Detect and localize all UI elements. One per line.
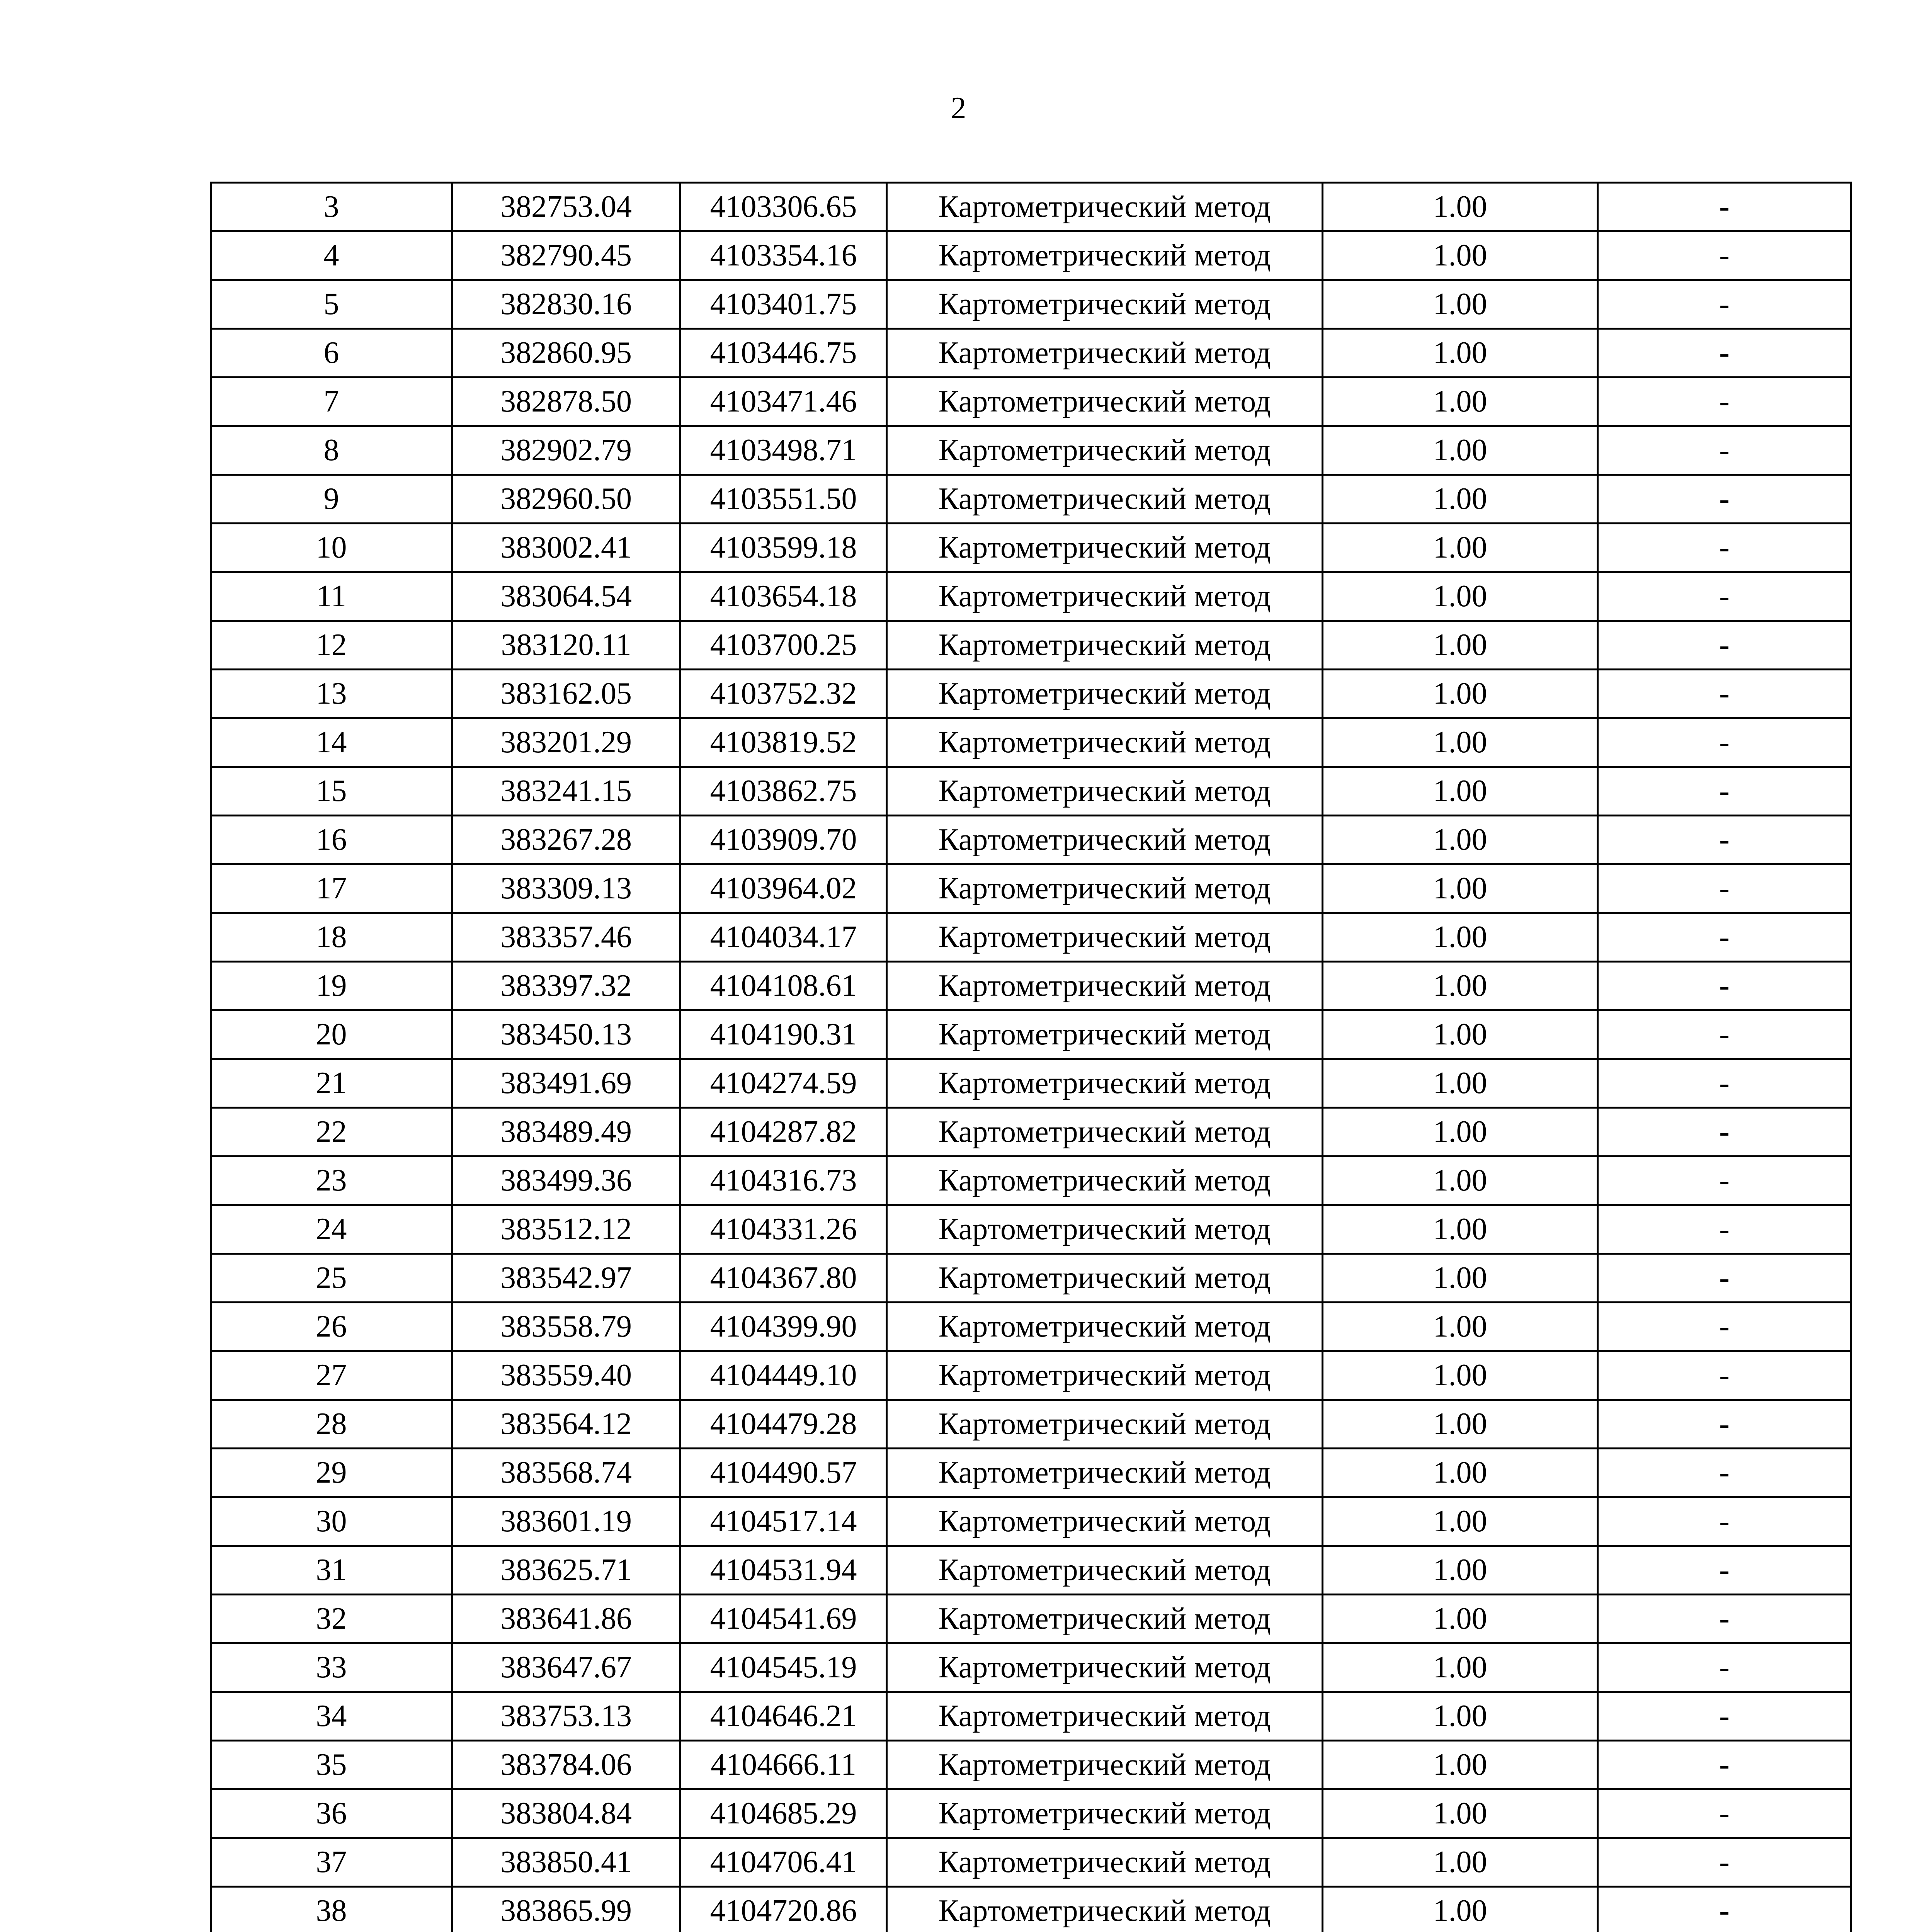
method-cell: Картометрический метод	[887, 1887, 1323, 1932]
accuracy-cell: 1.00	[1323, 1838, 1598, 1887]
point-number-cell: 19	[211, 962, 452, 1010]
table-row	[211, 572, 1851, 621]
point-number-cell: 17	[211, 864, 452, 913]
method-cell: Картометрический метод	[887, 1205, 1323, 1254]
description-cell: -	[1598, 475, 1851, 524]
method-cell: Картометрический метод	[887, 1010, 1323, 1059]
description-cell: -	[1598, 524, 1851, 572]
accuracy-cell: 1.00	[1323, 816, 1598, 864]
x-coordinate-cell: 383002.41	[452, 524, 680, 572]
accuracy-cell: 1.00	[1323, 280, 1598, 329]
table-row	[211, 1838, 1851, 1887]
accuracy-cell: 1.00	[1323, 1059, 1598, 1108]
y-coordinate-cell: 4103654.18	[680, 572, 887, 621]
accuracy-cell: 1.00	[1323, 329, 1598, 378]
accuracy-cell: 1.00	[1323, 1254, 1598, 1303]
table-row	[211, 183, 1851, 231]
point-number-cell: 25	[211, 1254, 452, 1303]
table-row	[211, 1059, 1851, 1108]
description-cell: -	[1598, 280, 1851, 329]
point-number-cell: 31	[211, 1546, 452, 1595]
method-cell: Картометрический метод	[887, 572, 1323, 621]
point-number-cell: 38	[211, 1887, 452, 1932]
x-coordinate-cell: 383784.06	[452, 1741, 680, 1789]
x-coordinate-cell: 383753.13	[452, 1692, 680, 1741]
y-coordinate-cell: 4104541.69	[680, 1595, 887, 1643]
description-cell: -	[1598, 231, 1851, 280]
method-cell: Картометрический метод	[887, 621, 1323, 670]
description-cell: -	[1598, 1789, 1851, 1838]
y-coordinate-cell: 4103909.70	[680, 816, 887, 864]
y-coordinate-cell: 4104517.14	[680, 1497, 887, 1546]
accuracy-cell: 1.00	[1323, 1741, 1598, 1789]
point-number-cell: 16	[211, 816, 452, 864]
accuracy-cell: 1.00	[1323, 524, 1598, 572]
y-coordinate-cell: 4103498.71	[680, 426, 887, 475]
y-coordinate-cell: 4104034.17	[680, 913, 887, 962]
description-cell: -	[1598, 329, 1851, 378]
y-coordinate-cell: 4104720.86	[680, 1887, 887, 1932]
accuracy-cell: 1.00	[1323, 1789, 1598, 1838]
x-coordinate-cell: 383804.84	[452, 1789, 680, 1838]
x-coordinate-cell: 383201.29	[452, 718, 680, 767]
x-coordinate-cell: 383162.05	[452, 670, 680, 718]
x-coordinate-cell: 382878.50	[452, 378, 680, 426]
table-row	[211, 329, 1851, 378]
point-number-cell: 29	[211, 1449, 452, 1497]
y-coordinate-cell: 4104449.10	[680, 1351, 887, 1400]
method-cell: Картометрический метод	[887, 1789, 1323, 1838]
y-coordinate-cell: 4104646.21	[680, 1692, 887, 1741]
point-number-cell: 27	[211, 1351, 452, 1400]
method-cell: Картометрический метод	[887, 718, 1323, 767]
accuracy-cell: 1.00	[1323, 572, 1598, 621]
accuracy-cell: 1.00	[1323, 1595, 1598, 1643]
method-cell: Картометрический метод	[887, 1449, 1323, 1497]
description-cell: -	[1598, 670, 1851, 718]
method-cell: Картометрический метод	[887, 1595, 1323, 1643]
table-row	[211, 1108, 1851, 1156]
x-coordinate-cell: 383450.13	[452, 1010, 680, 1059]
x-coordinate-cell: 383625.71	[452, 1546, 680, 1595]
method-cell: Картометрический метод	[887, 1741, 1323, 1789]
y-coordinate-cell: 4104287.82	[680, 1108, 887, 1156]
method-cell: Картометрический метод	[887, 1156, 1323, 1205]
y-coordinate-cell: 4104331.26	[680, 1205, 887, 1254]
y-coordinate-cell: 4104479.28	[680, 1400, 887, 1449]
table-row	[211, 1643, 1851, 1692]
accuracy-cell: 1.00	[1323, 183, 1598, 231]
table-row	[211, 1741, 1851, 1789]
description-cell: -	[1598, 864, 1851, 913]
point-number-cell: 14	[211, 718, 452, 767]
point-number-cell: 15	[211, 767, 452, 816]
description-cell: -	[1598, 1351, 1851, 1400]
table-row	[211, 1692, 1851, 1741]
point-number-cell: 34	[211, 1692, 452, 1741]
point-number-cell: 3	[211, 183, 452, 231]
point-number-cell: 12	[211, 621, 452, 670]
table-row	[211, 1449, 1851, 1497]
x-coordinate-cell: 382860.95	[452, 329, 680, 378]
y-coordinate-cell: 4104274.59	[680, 1059, 887, 1108]
point-number-cell: 35	[211, 1741, 452, 1789]
description-cell: -	[1598, 621, 1851, 670]
page-number: 2	[951, 91, 966, 125]
method-cell: Картометрический метод	[887, 329, 1323, 378]
table-row	[211, 231, 1851, 280]
x-coordinate-cell: 383309.13	[452, 864, 680, 913]
accuracy-cell: 1.00	[1323, 1351, 1598, 1400]
accuracy-cell: 1.00	[1323, 1643, 1598, 1692]
method-cell: Картометрический метод	[887, 378, 1323, 426]
table-row	[211, 475, 1851, 524]
table-row	[211, 1254, 1851, 1303]
accuracy-cell: 1.00	[1323, 670, 1598, 718]
x-coordinate-cell: 383512.12	[452, 1205, 680, 1254]
accuracy-cell: 1.00	[1323, 1303, 1598, 1351]
table-row	[211, 816, 1851, 864]
accuracy-cell: 1.00	[1323, 378, 1598, 426]
description-cell: -	[1598, 1838, 1851, 1887]
table-row	[211, 1205, 1851, 1254]
table-row	[211, 378, 1851, 426]
description-cell: -	[1598, 1156, 1851, 1205]
method-cell: Картометрический метод	[887, 767, 1323, 816]
y-coordinate-cell: 4103700.25	[680, 621, 887, 670]
point-number-cell: 32	[211, 1595, 452, 1643]
method-cell: Картометрический метод	[887, 670, 1323, 718]
method-cell: Картометрический метод	[887, 524, 1323, 572]
point-number-cell: 18	[211, 913, 452, 962]
description-cell: -	[1598, 718, 1851, 767]
description-cell: -	[1598, 572, 1851, 621]
point-number-cell: 8	[211, 426, 452, 475]
method-cell: Картометрический метод	[887, 1497, 1323, 1546]
accuracy-cell: 1.00	[1323, 1108, 1598, 1156]
table-row	[211, 670, 1851, 718]
accuracy-cell: 1.00	[1323, 962, 1598, 1010]
table-row	[211, 1497, 1851, 1546]
x-coordinate-cell: 383568.74	[452, 1449, 680, 1497]
table-row	[211, 1156, 1851, 1205]
accuracy-cell: 1.00	[1323, 231, 1598, 280]
y-coordinate-cell: 4103446.75	[680, 329, 887, 378]
x-coordinate-cell: 382960.50	[452, 475, 680, 524]
x-coordinate-cell: 383850.41	[452, 1838, 680, 1887]
x-coordinate-cell: 383601.19	[452, 1497, 680, 1546]
method-cell: Картометрический метод	[887, 1303, 1323, 1351]
x-coordinate-cell: 383241.15	[452, 767, 680, 816]
description-cell: -	[1598, 183, 1851, 231]
accuracy-cell: 1.00	[1323, 1497, 1598, 1546]
method-cell: Картометрический метод	[887, 913, 1323, 962]
table-row	[211, 1789, 1851, 1838]
point-number-cell: 24	[211, 1205, 452, 1254]
x-coordinate-cell: 382830.16	[452, 280, 680, 329]
accuracy-cell: 1.00	[1323, 426, 1598, 475]
accuracy-cell: 1.00	[1323, 864, 1598, 913]
table-row	[211, 864, 1851, 913]
table-row	[211, 426, 1851, 475]
y-coordinate-cell: 4103819.52	[680, 718, 887, 767]
method-cell: Картометрический метод	[887, 475, 1323, 524]
table-row	[211, 1351, 1851, 1400]
x-coordinate-cell: 383641.86	[452, 1595, 680, 1643]
method-cell: Картометрический метод	[887, 231, 1323, 280]
x-coordinate-cell: 383489.49	[452, 1108, 680, 1156]
x-coordinate-cell: 383499.36	[452, 1156, 680, 1205]
description-cell: -	[1598, 962, 1851, 1010]
description-cell: -	[1598, 1741, 1851, 1789]
accuracy-cell: 1.00	[1323, 621, 1598, 670]
table-row	[211, 621, 1851, 670]
x-coordinate-cell: 383397.32	[452, 962, 680, 1010]
y-coordinate-cell: 4103862.75	[680, 767, 887, 816]
point-number-cell: 7	[211, 378, 452, 426]
x-coordinate-cell: 383559.40	[452, 1351, 680, 1400]
point-number-cell: 22	[211, 1108, 452, 1156]
table-row	[211, 1887, 1851, 1932]
table-row	[211, 280, 1851, 329]
description-cell: -	[1598, 913, 1851, 962]
description-cell: -	[1598, 1595, 1851, 1643]
table-row	[211, 524, 1851, 572]
table-row	[211, 1400, 1851, 1449]
x-coordinate-cell: 383564.12	[452, 1400, 680, 1449]
method-cell: Картометрический метод	[887, 183, 1323, 231]
method-cell: Картометрический метод	[887, 1059, 1323, 1108]
table-row	[211, 1595, 1851, 1643]
accuracy-cell: 1.00	[1323, 1010, 1598, 1059]
description-cell: -	[1598, 1059, 1851, 1108]
x-coordinate-cell: 383542.97	[452, 1254, 680, 1303]
method-cell: Картометрический метод	[887, 1400, 1323, 1449]
method-cell: Картометрический метод	[887, 1351, 1323, 1400]
point-number-cell: 13	[211, 670, 452, 718]
accuracy-cell: 1.00	[1323, 1156, 1598, 1205]
y-coordinate-cell: 4104490.57	[680, 1449, 887, 1497]
accuracy-cell: 1.00	[1323, 1205, 1598, 1254]
x-coordinate-cell: 382753.04	[452, 183, 680, 231]
description-cell: -	[1598, 767, 1851, 816]
x-coordinate-cell: 382790.45	[452, 231, 680, 280]
accuracy-cell: 1.00	[1323, 1692, 1598, 1741]
y-coordinate-cell: 4103354.16	[680, 231, 887, 280]
y-coordinate-cell: 4104685.29	[680, 1789, 887, 1838]
accuracy-cell: 1.00	[1323, 767, 1598, 816]
description-cell: -	[1598, 426, 1851, 475]
table-row	[211, 718, 1851, 767]
point-number-cell: 4	[211, 231, 452, 280]
y-coordinate-cell: 4103471.46	[680, 378, 887, 426]
point-number-cell: 11	[211, 572, 452, 621]
description-cell: -	[1598, 1303, 1851, 1351]
description-cell: -	[1598, 1254, 1851, 1303]
accuracy-cell: 1.00	[1323, 1546, 1598, 1595]
method-cell: Картометрический метод	[887, 816, 1323, 864]
x-coordinate-cell: 383064.54	[452, 572, 680, 621]
method-cell: Картометрический метод	[887, 1692, 1323, 1741]
description-cell: -	[1598, 1400, 1851, 1449]
method-cell: Картометрический метод	[887, 1254, 1323, 1303]
table-row	[211, 767, 1851, 816]
description-cell: -	[1598, 1643, 1851, 1692]
method-cell: Картометрический метод	[887, 1546, 1323, 1595]
y-coordinate-cell: 4103306.65	[680, 183, 887, 231]
table-row	[211, 1546, 1851, 1595]
accuracy-cell: 1.00	[1323, 913, 1598, 962]
x-coordinate-cell: 383120.11	[452, 621, 680, 670]
x-coordinate-cell: 383647.67	[452, 1643, 680, 1692]
description-cell: -	[1598, 1497, 1851, 1546]
accuracy-cell: 1.00	[1323, 718, 1598, 767]
point-number-cell: 33	[211, 1643, 452, 1692]
point-number-cell: 26	[211, 1303, 452, 1351]
y-coordinate-cell: 4104666.11	[680, 1741, 887, 1789]
y-coordinate-cell: 4104190.31	[680, 1010, 887, 1059]
table-row	[211, 962, 1851, 1010]
accuracy-cell: 1.00	[1323, 1449, 1598, 1497]
y-coordinate-cell: 4104399.90	[680, 1303, 887, 1351]
y-coordinate-cell: 4103599.18	[680, 524, 887, 572]
coordinates-table-body	[211, 183, 1851, 1932]
description-cell: -	[1598, 1010, 1851, 1059]
table-row	[211, 1010, 1851, 1059]
description-cell: -	[1598, 1205, 1851, 1254]
method-cell: Картометрический метод	[887, 1108, 1323, 1156]
y-coordinate-cell: 4104316.73	[680, 1156, 887, 1205]
method-cell: Картометрический метод	[887, 864, 1323, 913]
y-coordinate-cell: 4103551.50	[680, 475, 887, 524]
x-coordinate-cell: 383267.28	[452, 816, 680, 864]
point-number-cell: 5	[211, 280, 452, 329]
description-cell: -	[1598, 1546, 1851, 1595]
table-row	[211, 1303, 1851, 1351]
description-cell: -	[1598, 1887, 1851, 1932]
x-coordinate-cell: 383558.79	[452, 1303, 680, 1351]
method-cell: Картометрический метод	[887, 1838, 1323, 1887]
method-cell: Картометрический метод	[887, 1643, 1323, 1692]
point-number-cell: 10	[211, 524, 452, 572]
y-coordinate-cell: 4104531.94	[680, 1546, 887, 1595]
x-coordinate-cell: 383357.46	[452, 913, 680, 962]
accuracy-cell: 1.00	[1323, 475, 1598, 524]
accuracy-cell: 1.00	[1323, 1887, 1598, 1932]
point-number-cell: 6	[211, 329, 452, 378]
description-cell: -	[1598, 816, 1851, 864]
x-coordinate-cell: 382902.79	[452, 426, 680, 475]
point-number-cell: 37	[211, 1838, 452, 1887]
description-cell: -	[1598, 1692, 1851, 1741]
table-row	[211, 913, 1851, 962]
x-coordinate-cell: 383491.69	[452, 1059, 680, 1108]
y-coordinate-cell: 4104367.80	[680, 1254, 887, 1303]
point-number-cell: 20	[211, 1010, 452, 1059]
coordinates-table	[210, 182, 1852, 1932]
y-coordinate-cell: 4104706.41	[680, 1838, 887, 1887]
y-coordinate-cell: 4103401.75	[680, 280, 887, 329]
method-cell: Картометрический метод	[887, 426, 1323, 475]
point-number-cell: 21	[211, 1059, 452, 1108]
x-coordinate-cell: 383865.99	[452, 1887, 680, 1932]
point-number-cell: 23	[211, 1156, 452, 1205]
method-cell: Картометрический метод	[887, 280, 1323, 329]
y-coordinate-cell: 4103964.02	[680, 864, 887, 913]
y-coordinate-cell: 4103752.32	[680, 670, 887, 718]
method-cell: Картометрический метод	[887, 962, 1323, 1010]
point-number-cell: 9	[211, 475, 452, 524]
y-coordinate-cell: 4104108.61	[680, 962, 887, 1010]
description-cell: -	[1598, 1108, 1851, 1156]
description-cell: -	[1598, 1449, 1851, 1497]
y-coordinate-cell: 4104545.19	[680, 1643, 887, 1692]
description-cell: -	[1598, 378, 1851, 426]
point-number-cell: 36	[211, 1789, 452, 1838]
point-number-cell: 30	[211, 1497, 452, 1546]
accuracy-cell: 1.00	[1323, 1400, 1598, 1449]
point-number-cell: 28	[211, 1400, 452, 1449]
